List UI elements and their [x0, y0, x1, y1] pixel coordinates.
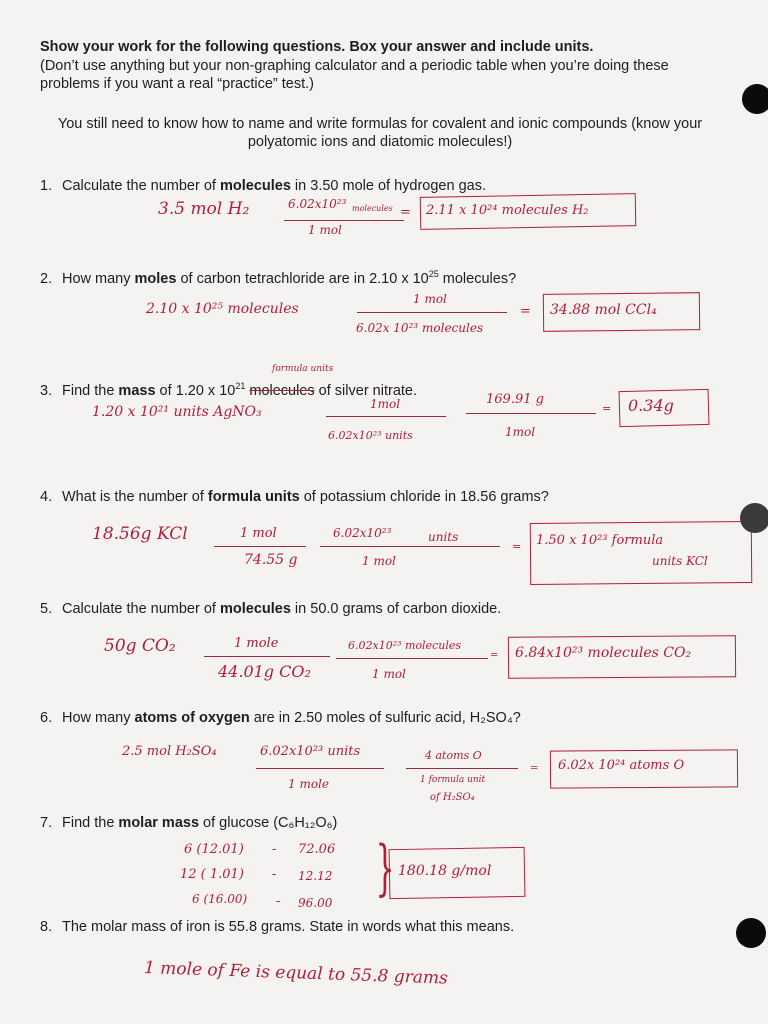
q4-fraction-line-1 [214, 546, 306, 547]
q3-numerator-2: 169.91 g [486, 392, 544, 407]
q3-answer: 0.34g [628, 396, 674, 415]
q6-fraction-line-2 [406, 768, 518, 769]
q6-denominator-1: 1 mole [288, 777, 329, 791]
q5-fraction-line-1 [204, 656, 330, 657]
q7-row-2-value: 12.12 [298, 869, 333, 883]
q7-brace: } [375, 833, 395, 903]
q1-answer: 2.11 x 10²⁴ molecules H₂ [426, 203, 589, 218]
q7-row-3-value: 96.00 [298, 896, 333, 910]
q2-denominator: 6.02x 10²³ molecules [356, 321, 484, 335]
q3-equals: = [602, 402, 612, 415]
q2-numerator: 1 mol [413, 292, 447, 306]
q5-equals: = [490, 650, 499, 661]
q3-given: 1.20 x 10²¹ units AgNO₃ [92, 404, 262, 420]
q3-fraction-line-1 [326, 416, 446, 417]
calculator-note: (Don’t use anything but your non-graphing calculator and a periodic table when you’re doing these problems if you want a real “practice” test.) [40, 58, 669, 92]
q6-equals: = [530, 763, 539, 774]
q7-row-2-dash: - [272, 867, 277, 882]
q5-numerator-2: 6.02x10²³ molecules [348, 639, 462, 652]
question-3: 3. Find the mass of 1.20 x $10^{21}$ molecules of silver nitrate. [40, 381, 417, 399]
q6-given: 2.5 mol H₂SO₄ [122, 744, 217, 759]
q5-numerator-1: 1 mole [234, 636, 279, 651]
q8-answer: 1 mole of Fe is equal to 55.8 grams [143, 958, 449, 989]
q5-denominator-1: 44.01g CO₂ [218, 662, 311, 681]
q4-numerator-2-unit: units [428, 530, 459, 544]
question-7: 7. Find the molar mass of glucose (C₆H₁₂O₆) [40, 815, 338, 831]
q5-denominator-2: 1 mol [372, 667, 406, 681]
q3-fraction-line-2 [466, 413, 596, 414]
q7-row-1-calc: 6 (12.01) [184, 842, 244, 857]
q6-fraction-line-1 [256, 768, 384, 769]
q4-fraction-line-2 [320, 546, 500, 547]
q7-row-1-dash: - [272, 842, 277, 857]
q6-denominator-2b: of H₂SO₄ [430, 792, 475, 803]
q1-equals: = [400, 205, 411, 220]
q6-numerator-2: 4 atoms O [425, 749, 482, 762]
q2-answer: 34.88 mol CCl₄ [550, 302, 657, 318]
question-2: 2. How many moles of carbon tetrachloride are in 2.10 x $10^{25}$ molecules? [40, 269, 517, 287]
q3-correction: formula units [272, 364, 334, 374]
q1-numerator: 6.02x10²³ [288, 197, 347, 211]
binder-hole-middle [740, 503, 768, 533]
q7-answer: 180.18 g/mol [398, 863, 492, 879]
question-8: 8. The molar mass of iron is 55.8 grams. State in words what this means. [40, 919, 515, 935]
q2-equals: = [520, 304, 531, 319]
q5-answer: 6.84x10²³ molecules CO₂ [515, 645, 692, 661]
formula-reminder: You still need to know how to name and write formulas for covalent and ionic compounds (know your polyatomic ions and diatomic molecules!) [57, 116, 703, 150]
q4-answer-box [530, 521, 753, 585]
question-5: 5. Calculate the number of molecules in 50.0 grams of carbon dioxide. [40, 601, 502, 617]
q1-denominator: 1 mol [308, 223, 342, 237]
q1-given: 3.5 mol H₂ [158, 199, 250, 219]
q7-row-2-calc: 12 ( 1.01) [180, 867, 244, 882]
question-1: 1. Calculate the number of molecules in 3.50 mole of hydrogen gas. [40, 178, 486, 194]
q2-given: 2.10 x 10²⁵ molecules [146, 301, 299, 317]
q5-given: 50g CO₂ [104, 636, 176, 656]
q7-row-3-dash: - [276, 894, 281, 909]
q2-fraction-line [357, 312, 507, 313]
binder-hole-bottom [736, 918, 766, 948]
q4-answer-line-2: units KCl [652, 554, 708, 568]
q4-answer-line-1: 1.50 x 10²³ formula [536, 533, 664, 548]
q3-numerator-1: 1mol [370, 397, 401, 411]
question-4: 4. What is the number of formula units of potassium chloride in 18.56 grams? [40, 489, 549, 505]
q7-row-3-calc: 6 (16.00) [192, 892, 248, 906]
q5-fraction-line-2 [336, 658, 488, 659]
q6-numerator-1: 6.02x10²³ units [260, 744, 361, 759]
instruction-heading: Show your work for the following questions. Box your answer and include units. [40, 39, 594, 55]
q4-numerator-2: 6.02x10²³ [333, 526, 392, 540]
q4-denominator-1: 74.55 g [244, 552, 298, 568]
q6-answer: 6.02x 10²⁴ atoms O [558, 758, 685, 773]
question-6: 6. How many atoms of oxygen are in 2.50 moles of sulfuric acid, H₂SO₄? [40, 710, 521, 726]
q3-denominator-2: 1mol [505, 425, 536, 439]
q4-equals: = [512, 540, 522, 553]
binder-hole-top [742, 84, 768, 114]
q7-row-1-value: 72.06 [298, 842, 336, 857]
q6-denominator-2a: 1 formula unit [420, 775, 486, 785]
q1-numerator-unit: molecules [352, 204, 393, 213]
q4-numerator-1: 1 mol [240, 526, 277, 541]
q4-given: 18.56g KCl [92, 524, 188, 544]
q1-fraction-line [284, 220, 404, 221]
q3-denominator-1: 6.02x10²³ units [328, 429, 413, 442]
q4-denominator-2: 1 mol [362, 554, 396, 568]
